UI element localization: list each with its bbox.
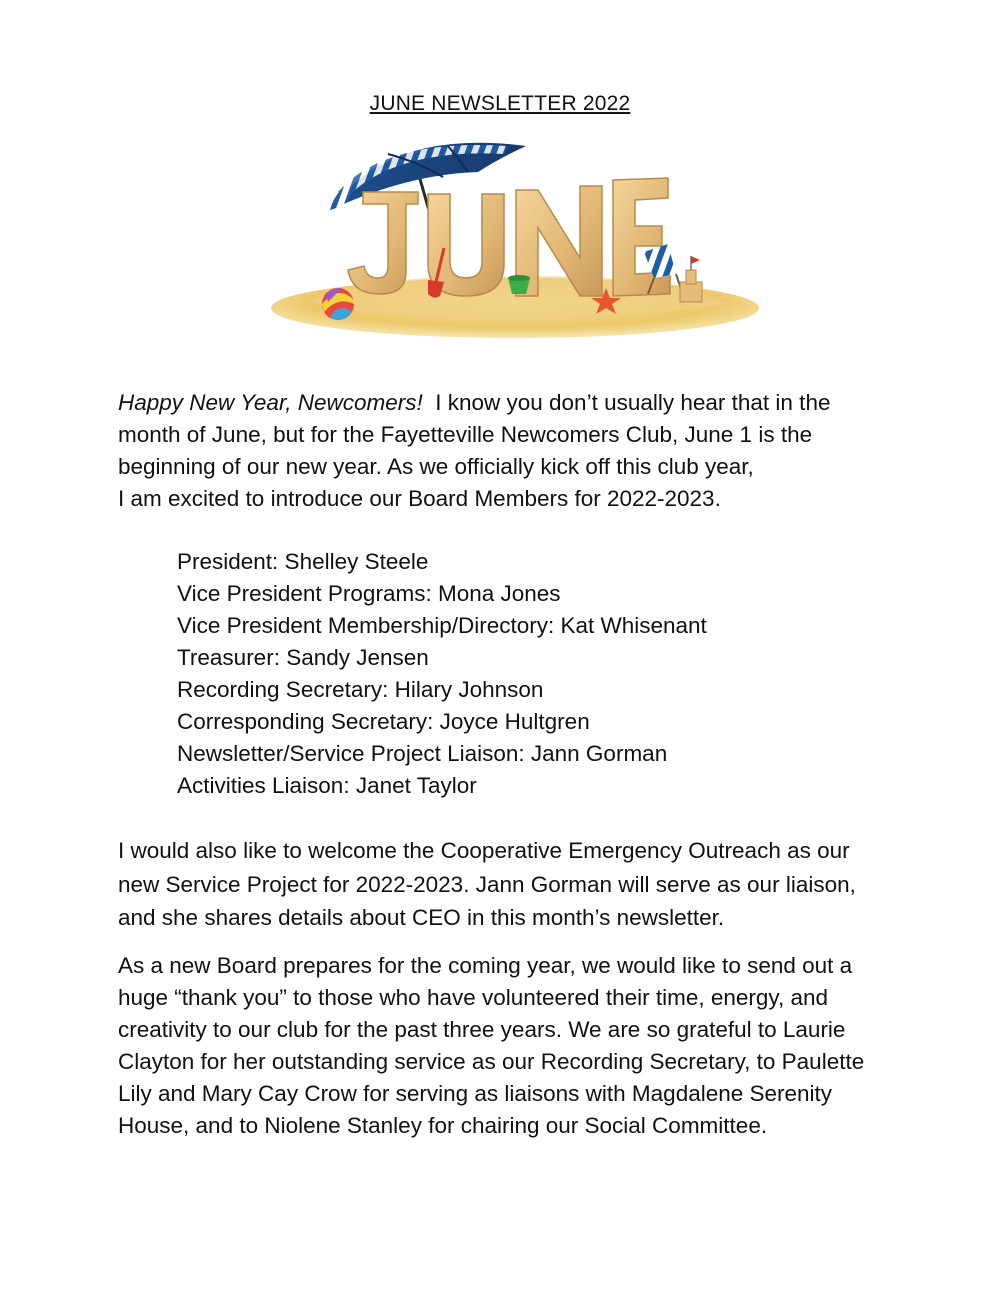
service-project-line: I would also like to welcome the Cooperative Emergency Outreach as our: [118, 838, 850, 863]
board-member-item: Recording Secretary: Hilary Johnson: [177, 677, 544, 702]
board-member-item: Activities Liaison: Janet Taylor: [177, 773, 477, 798]
intro-line-3: beginning of our new year. As we officially kick off this club year,: [118, 454, 754, 479]
intro-line-1: I know you don’t usually hear that in the: [422, 390, 831, 415]
thanks-line: creativity to our club for the past three years. We are so grateful to Laurie: [118, 1017, 846, 1042]
june-beach-illustration: [268, 132, 762, 342]
intro-paragraph: [118, 387, 918, 515]
newsletter-title: JUNE NEWSLETTER 2022: [369, 92, 631, 115]
board-members-list: [177, 546, 707, 802]
intro-line-4: I am excited to introduce our Board Members for 2022-2023.: [118, 486, 721, 511]
board-member-item: Vice President Programs: Mona Jones: [177, 581, 561, 606]
thanks-line: Lily and Mary Cay Crow for serving as liaisons with Magdalene Serenity: [118, 1081, 833, 1106]
thanks-line: House, and to Niolene Stanley for chairing our Social Committee.: [118, 1113, 768, 1138]
sandcastle-icon: [680, 256, 702, 302]
service-project-paragraph: [118, 834, 918, 935]
thanks-line: huge “thank you” to those who have volunteered their time, energy, and: [118, 985, 829, 1010]
thanks-line: Clayton for her outstanding service as our Recording Secretary, to Paulette: [118, 1049, 865, 1074]
thanks-line: As a new Board prepares for the coming year, we would like to send out a: [118, 953, 853, 978]
board-member-item: Treasurer: Sandy Jensen: [177, 645, 429, 670]
board-member-item: Vice President Membership/Directory: Kat Whisenant: [177, 613, 707, 638]
greeting-text: Happy New Year, Newcomers!: [118, 390, 423, 415]
board-member-item: Newsletter/Service Project Liaison: Jann Gorman: [177, 741, 668, 766]
thanks-paragraph: [118, 950, 918, 1142]
bucket-icon: [508, 275, 530, 294]
service-project-line: and she shares details about CEO in this month’s newsletter.: [118, 905, 725, 930]
board-member-item: Corresponding Secretary: Joyce Hultgren: [177, 709, 590, 734]
board-member-item: President: Shelley Steele: [177, 549, 429, 574]
beach-ball-icon: [322, 288, 354, 320]
service-project-line: new Service Project for 2022-2023. Jann Gorman will serve as our liaison,: [118, 871, 856, 897]
intro-line-2: month of June, but for the Fayetteville Newcomers Club, June 1 is the: [118, 422, 813, 447]
